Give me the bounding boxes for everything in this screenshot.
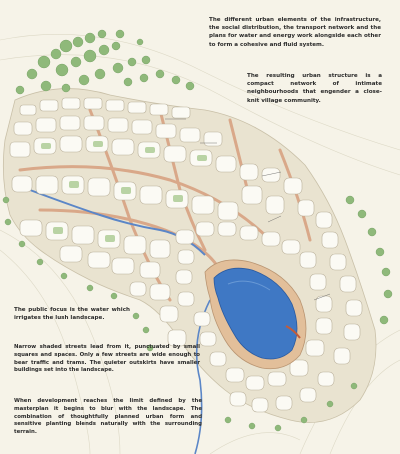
streets-paragraph: Narrow shaded streets lead from it, punctuated by small squares and spaces. Only a few streets are wide enough to bear traffic and trams. The quieter outskirts have smaller buildings set into the landscape.: [14, 344, 200, 374]
public-focus-paragraph: The public focus is the water which irrigates the lush landscape.: [14, 307, 130, 321]
intro-paragraph: The different urban elements of the infrastructure, the social distribution, the transport network and the plans for water and energy work alongside each other to form a cohesive and fluid system.: [209, 17, 381, 48]
structure-paragraph: The resulting urban structure is a compact network of intimate neighbourhoods that engender a close-knit village community.: [247, 73, 382, 104]
landscape-paragraph: When development reaches the limit defined by the masterplan it begins to blur with the landscape. The combination of thoughtfully planned urban form and sensitive planting blends naturally with the surrounding terrain.: [14, 398, 202, 436]
